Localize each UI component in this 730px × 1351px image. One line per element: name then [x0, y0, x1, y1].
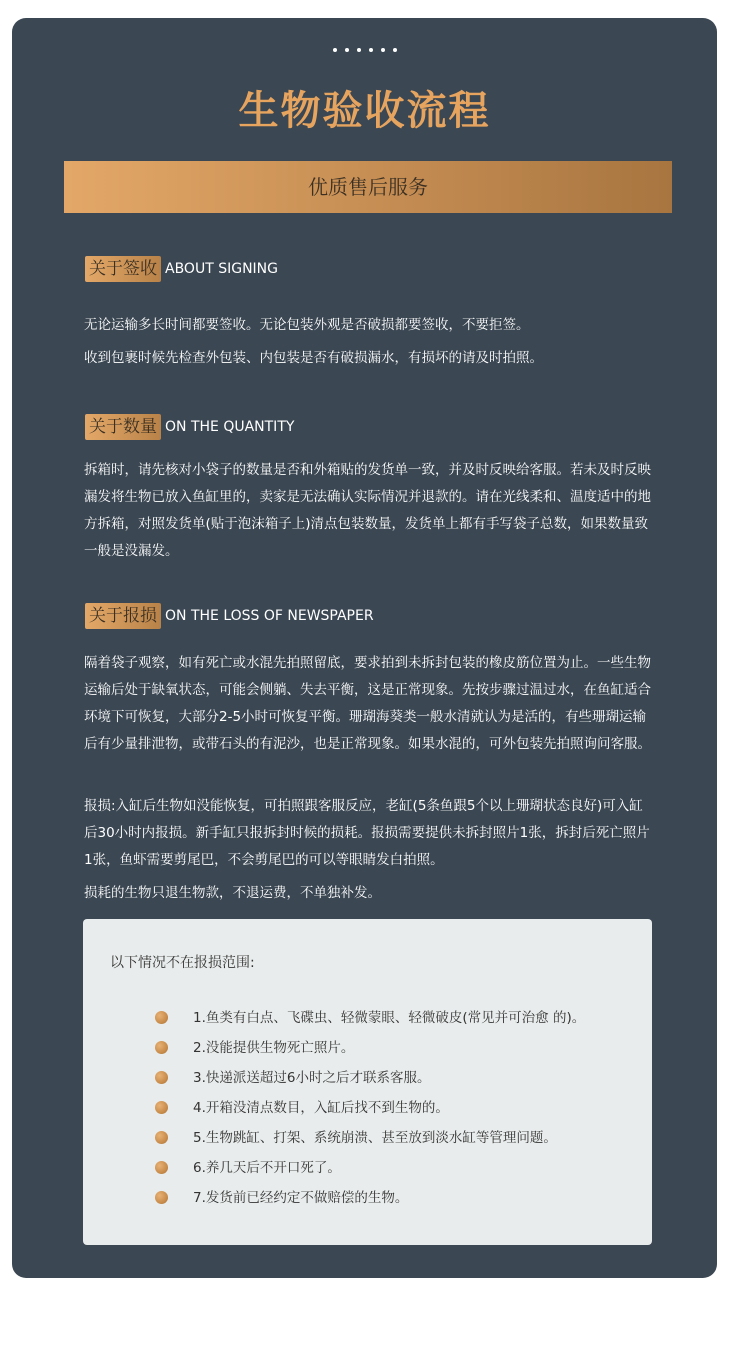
dot-icon: [393, 48, 397, 52]
list-item-text: 4.开箱没清点数目，入缸后找不到生物的。: [193, 1100, 449, 1116]
exclusions-list: [155, 1003, 585, 1213]
signing-paragraph: 无论运输多长时间都要签收。无论包装外观是否破损都要签收，不要拒签。: [84, 317, 530, 333]
section-subtitle: ON THE LOSS OF NEWSPAPER: [165, 607, 374, 624]
bullet-dot-icon: [155, 1041, 168, 1054]
list-item: [155, 1123, 585, 1153]
dot-icon: [381, 48, 385, 52]
list-item-text: 5.生物跳缸、打架、系统崩溃、甚至放到淡水缸等管理问题。: [193, 1130, 557, 1146]
list-item: [155, 1033, 585, 1063]
list-item: [155, 1093, 585, 1123]
bullet-dot-icon: [155, 1131, 168, 1144]
section-tag: 关于签收: [85, 256, 161, 282]
dot-icon: [333, 48, 337, 52]
list-item: [155, 1003, 585, 1033]
loss-refund-paragraph: 损耗的生物只退生物款，不退运费，不单独补发。: [84, 885, 381, 901]
section-heading-quantity: [85, 413, 294, 439]
section-subtitle: ON THE QUANTITY: [165, 418, 295, 435]
content-card: [12, 18, 717, 1278]
list-item-text: 1.鱼类有白点、飞碟虫、轻微蒙眼、轻微破皮(常见并可治愈 的)。: [193, 1010, 586, 1026]
quantity-paragraph: 拆箱时，请先核对小袋子的数量是否和外箱贴的发货单一致，并及时反映给客服。若未及时反映漏发将生物已放入鱼缸里的，卖家是无法确认实际情况并退款的。请在光线柔和、温度适中的地方拆箱，对照发货单(贴于泡沫箱子上)清点包装数量，发货单上都有手写袋子总数，如果数量致一般是没漏发。: [84, 462, 651, 559]
page-title: 生物验收流程: [238, 88, 491, 134]
bullet-dot-icon: [155, 1071, 168, 1084]
section-heading-loss: [85, 602, 374, 628]
bullet-dot-icon: [155, 1011, 168, 1024]
loss-paragraph: 隔着袋子观察，如有死亡或水混先拍照留底，要求拍到未拆封包装的橡皮筋位置为止。一些生物运输后处于缺氧状态，可能会侧躺、失去平衡，这是正常现象。先按步骤过温过水，在鱼缸适合环境下可恢复，大部分2-5小时可恢复平衡。珊瑚海葵类一般水清就认为是活的，有些珊瑚运输后有少量排泄物，或带石头的有泥沙，也是正常现象。如果水混的，可外包装先拍照询问客服。: [84, 655, 651, 752]
loss-report-paragraph: 报损:入缸后生物如没能恢复，可拍照跟客服反应，老缸(5条鱼跟5个以上珊瑚状态良好)可入缸后30小时内报损。新手缸只报拆封时候的损耗。报损需要提供未拆封照片1张，拆封后死亡照片1张，鱼虾需要剪尾巴，不会剪尾巴的可以等眼睛发白拍照。: [84, 798, 650, 868]
decorative-dots: [12, 48, 717, 52]
list-item: [155, 1153, 585, 1183]
list-item: [155, 1063, 585, 1093]
list-item: [155, 1183, 585, 1213]
bullet-dot-icon: [155, 1161, 168, 1174]
list-item-text: 3.快递派送超过6小时之后才联系客服。: [193, 1070, 431, 1086]
bullet-dot-icon: [155, 1191, 168, 1204]
section-tag: 关于报损: [85, 603, 161, 629]
dot-icon: [357, 48, 361, 52]
dot-icon: [369, 48, 373, 52]
section-subtitle: ABOUT SIGNING: [165, 260, 278, 277]
service-banner: 优质售后服务: [64, 161, 672, 213]
signing-paragraph: 收到包裹时候先检查外包装、内包装是否有破损漏水，有损坏的请及时拍照。: [84, 350, 543, 366]
exclusions-title: 以下情况不在报损范围:: [110, 955, 255, 971]
section-tag: 关于数量: [85, 414, 161, 440]
list-item-text: 7.发货前已经约定不做赔偿的生物。: [193, 1190, 409, 1206]
bullet-dot-icon: [155, 1101, 168, 1114]
exclusions-box: [83, 919, 652, 1245]
section-heading-signing: [85, 255, 278, 281]
dot-icon: [345, 48, 349, 52]
list-item-text: 2.没能提供生物死亡照片。: [193, 1040, 355, 1056]
list-item-text: 6.养几天后不开口死了。: [193, 1160, 341, 1176]
